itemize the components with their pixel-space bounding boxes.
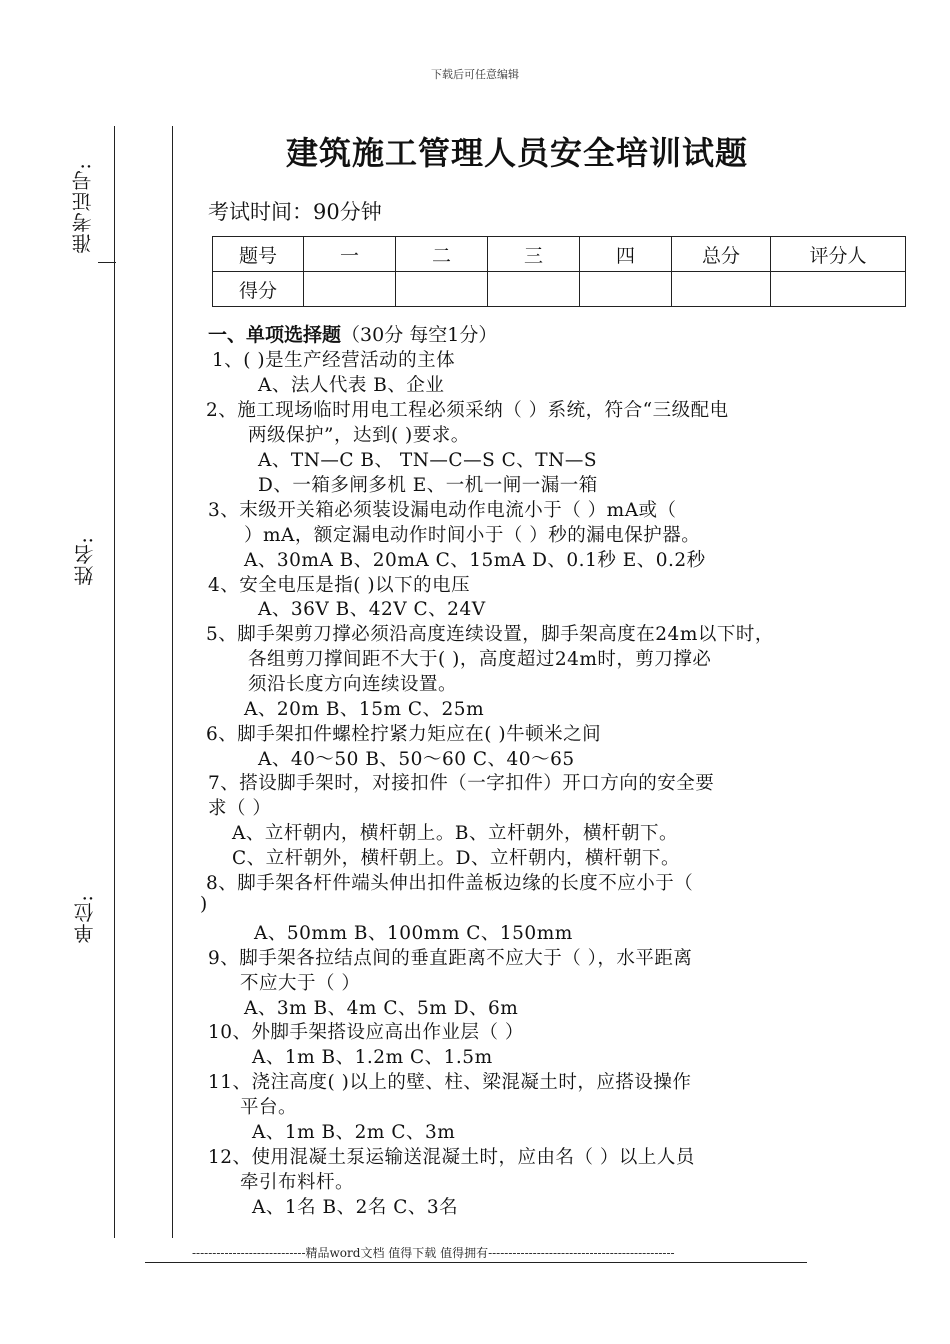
exam-id-underline: [98, 262, 116, 263]
option-line: A、20m B、15m C、25m: [244, 699, 485, 720]
option-line: A、40～50 B、50～60 C、40～65: [258, 749, 575, 770]
question-line: 平台。: [240, 1097, 298, 1118]
question-line: 6、脚手架扣件螺栓拧紧力矩应在( )牛顿米之间: [206, 724, 602, 745]
option-line: A、立杆朝内，横杆朝上。B、立杆朝外，横杆朝下。: [232, 823, 678, 844]
option-line: A、50mm B、100mm C、150mm: [254, 923, 573, 944]
question-line: 12、使用混凝土泵运输送混凝土时，应由名（ ）以上人员: [208, 1147, 695, 1168]
option-line: A、1m B、1.2m C、1.5m: [252, 1047, 493, 1068]
score-table: [212, 236, 906, 307]
score-cell-4[interactable]: [580, 272, 672, 307]
option-line: A、法人代表 B、企业: [258, 375, 445, 396]
score-row-label: 得分: [213, 272, 304, 307]
page-title: 建筑施工管理人员安全培训试题: [285, 134, 748, 172]
question-line: 3、末级开关箱必须装设漏电动作电流小于（ ）mA或（: [208, 500, 677, 521]
score-cell-grader[interactable]: [771, 272, 906, 307]
option-line: A、30mA B、20mA C、15mA D、0.1秒 E、0.2秒: [244, 550, 706, 571]
section-heading: [208, 320, 497, 347]
footer-divider: [145, 1262, 807, 1263]
score-header-cell: 二: [396, 237, 488, 272]
footer-text: ----------------------------精品word文档 值得下载 值得拥有----------------------------------------------: [192, 1246, 675, 1260]
header-note: 下载后可任意编辑: [431, 68, 519, 81]
name-label: 姓名:: [73, 536, 97, 586]
question-line: 求（ ）: [208, 798, 272, 819]
question-line: 牵引布料杆。: [240, 1172, 355, 1193]
question-line: 7、搭设脚手架时，对接扣件（一字扣件）开口方向的安全要: [208, 773, 715, 794]
question-line: 5、脚手架剪刀撑必须沿高度连续设置，脚手架高度在24m以下时，: [206, 624, 774, 645]
option-line: A、1m B、2m C、3m: [252, 1122, 456, 1143]
exam-id-label: 准考证号:: [71, 162, 95, 254]
question-line: 须沿长度方向连续设置。: [248, 674, 458, 695]
score-cell-2[interactable]: [396, 272, 488, 307]
question-line: 10、外脚手架搭设应高出作业层（ ）: [208, 1022, 524, 1043]
score-cell-total[interactable]: [672, 272, 771, 307]
option-line: A、TN—C B、 TN—C—S C、TN—S: [258, 450, 597, 471]
score-table-score-row: [213, 272, 906, 307]
question-line: 各组剪刀撑间距不大于( )，高度超过24m时，剪刀撑必: [248, 649, 712, 670]
score-header-cell: 总分: [672, 237, 771, 272]
option-line: A、1名 B、2名 C、3名: [252, 1197, 459, 1218]
score-header-cell: 一: [304, 237, 396, 272]
score-header-cell: 题号: [213, 237, 304, 272]
question-line: 两级保护”，达到( )要求。: [248, 425, 470, 446]
question-line: ）mA，额定漏电动作时间小于（ ）秒的漏电保护器。: [244, 525, 701, 546]
exam-time: 考试时间：90分钟: [208, 200, 382, 224]
question-line: 4、安全电压是指( )以下的电压: [208, 575, 471, 596]
unit-label: 单位:: [73, 894, 97, 944]
question-line: 8、脚手架各杆件端头伸出扣件盖板边缘的长度不应小于（: [206, 873, 694, 894]
question-line: ): [200, 894, 208, 915]
section-title: 一、单项选择题: [208, 324, 342, 346]
question-line: 1、( )是生产经营活动的主体: [212, 350, 456, 371]
binding-line-right: [172, 126, 173, 1238]
question-line: 不应大于（ ）: [240, 973, 361, 994]
score-header-cell: 三: [488, 237, 580, 272]
score-cell-3[interactable]: [488, 272, 580, 307]
binding-line-left: [114, 126, 115, 1238]
score-header-cell: 评分人: [771, 237, 906, 272]
option-line: A、3m B、4m C、5m D、6m: [244, 998, 519, 1019]
section-note: （30分 每空1分）: [341, 324, 498, 346]
score-header-cell: 四: [580, 237, 672, 272]
option-line: D、一箱多闸多机 E、一机一闸一漏一箱: [258, 475, 598, 496]
question-line: 9、脚手架各拉结点间的垂直距离不应大于（ ），水平距离: [208, 948, 693, 969]
question-line: 11、浇注高度( )以上的壁、柱、梁混凝土时，应搭设操作: [208, 1072, 692, 1093]
score-cell-1[interactable]: [304, 272, 396, 307]
option-line: C、立杆朝外，横杆朝上。D、立杆朝内，横杆朝下。: [232, 848, 680, 869]
option-line: A、36V B、42V C、24V: [258, 599, 486, 620]
question-line: 2、施工现场临时用电工程必须采纳（ ）系统，符合“三级配电: [206, 400, 729, 421]
score-table-header-row: [213, 237, 906, 272]
